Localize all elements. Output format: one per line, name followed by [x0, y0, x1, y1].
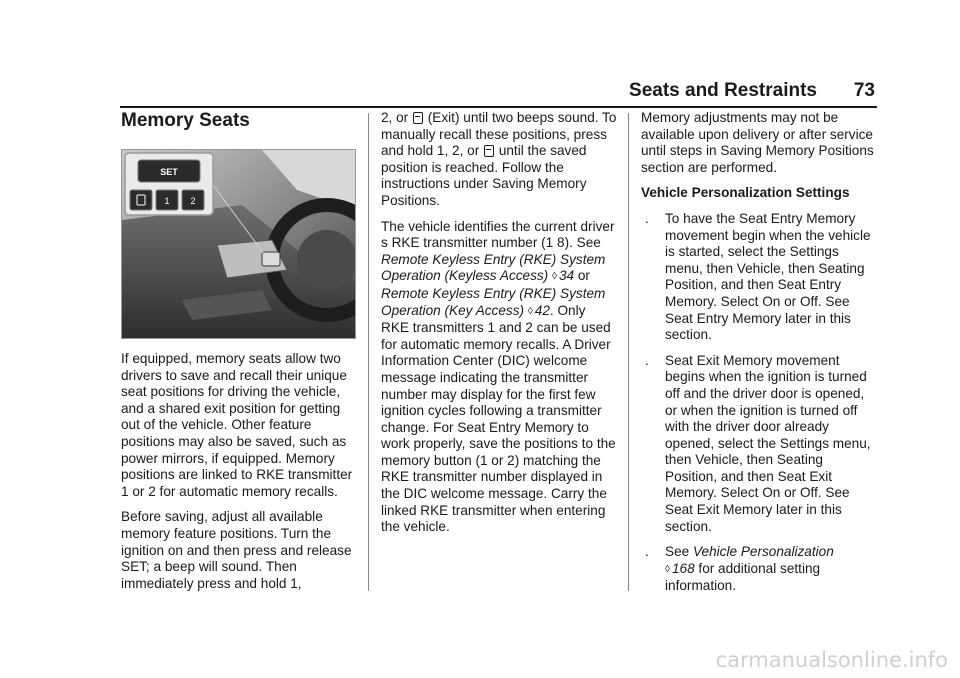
memory-seat-controls-figure: [121, 149, 356, 339]
vehicle-personalization-link[interactable]: Vehicle Personalization: [692, 544, 834, 560]
page-ref-168[interactable]: ◊ 168: [665, 560, 695, 576]
page-ref-34[interactable]: ◊ 34: [552, 268, 575, 284]
bullet-mark: .: [645, 544, 649, 560]
section-title: Memory Seats: [121, 110, 250, 131]
column-divider: [628, 113, 629, 591]
exit-icon: [413, 112, 423, 124]
page-header: [120, 80, 877, 108]
subheading: Vehicle Personalization Settings: [641, 185, 850, 201]
list-item: . See Vehicle Personalization ◊ 168 for additional setting information.: [645, 544, 834, 594]
exit-icon: [484, 145, 494, 157]
bullet-mark: .: [645, 352, 649, 368]
column-1: [121, 110, 357, 601]
saving-continued-paragraph: 2, or (Exit) until two beeps sound. To manually recall these positions, press and hold 1, 2, or until the saved position is reached. Follow the instructions under Saving Memory Positions.: [381, 110, 617, 208]
watermark: carmanualsonline.info: [715, 648, 948, 672]
memory-button-2-label: 2: [190, 196, 196, 206]
column-3: [641, 110, 877, 604]
intro-paragraph: If equipped, memory seats allow two drivers to save and recall their unique seat positions for driving the vehicle, and a shared exit position for getting out of the vehicle. Other feature positions may also be saved, such as power mirrors, if equipped. Memory positions are linked to RKE transmitter 1 or 2 for automatic memory recalls.: [121, 351, 353, 499]
chapter-title: Seats and Restraints: [629, 80, 817, 101]
page-ref-42[interactable]: ◊ 42: [527, 302, 550, 318]
column-divider: [368, 113, 369, 591]
page-arrow-icon: ◊: [665, 563, 670, 575]
page-arrow-icon: ◊: [527, 305, 533, 317]
adjustments-paragraph: Memory adjustments may not be available upon delivery or after service until steps in Saving Memory Positions section are performed.: [641, 110, 874, 175]
list-item: . Seat Exit Memory movement begins when the ignition is turned off and the driver door is opened, or when the ignition is turned off with the driver door already opened, select the Settings menu, then Vehicle, then Seating Position, and then Seat Exit Memory. Select On or Off. See Seat Exit Memory later in this section.: [645, 352, 871, 534]
page-arrow-icon: ◊: [552, 271, 557, 283]
saving-paragraph: Before saving, adjust all available memory feature positions. Turn the ignition on and then press and release SET; a beep will sound. Then immediately press and hold 1,: [121, 509, 352, 591]
door-panel-illustration: [122, 150, 355, 338]
rke-key-access-link[interactable]: Remote Keyless Entry (RKE) System Operation (Key Access): [381, 285, 606, 318]
page-number: 73: [853, 80, 875, 101]
set-button-label: SET: [160, 167, 178, 177]
memory-button-1-label: 1: [164, 196, 170, 206]
column-2: [381, 110, 617, 545]
transmitter-paragraph: The vehicle identifies the current driver s RKE transmitter number (1 8). See Remote Keyless Entry (RKE) System Operation (Keyless Access) ◊ 34 or Remote Keyless Entry (RKE) System Operation (Key Access) ◊ 42. Only RKE transmitters 1 and 2 can be used for automatic memory recalls. A Driver Information Center (DIC) welcome message indicating the transmitter number may display for the first few ignition cycles following a transmitter change. For Seat Entry Memory to work properly, save the positions to the memory button (1 or 2) matching the RKE transmitter number displayed in the DIC welcome message. Carry the linked RKE transmitter when entering the vehicle.: [381, 218, 616, 535]
rke-keyless-link[interactable]: Remote Keyless Entry (RKE) System Operation (Keyless Access): [381, 251, 606, 284]
list-item: . To have the Seat Entry Memory movement begin when the vehicle is started, select the Settings menu, then Vehicle, then Seating Position, and then Seat Entry Memory. Select On or Off. See Seat Entry Memory later in this section.: [645, 210, 871, 343]
bullet-mark: .: [645, 210, 649, 226]
